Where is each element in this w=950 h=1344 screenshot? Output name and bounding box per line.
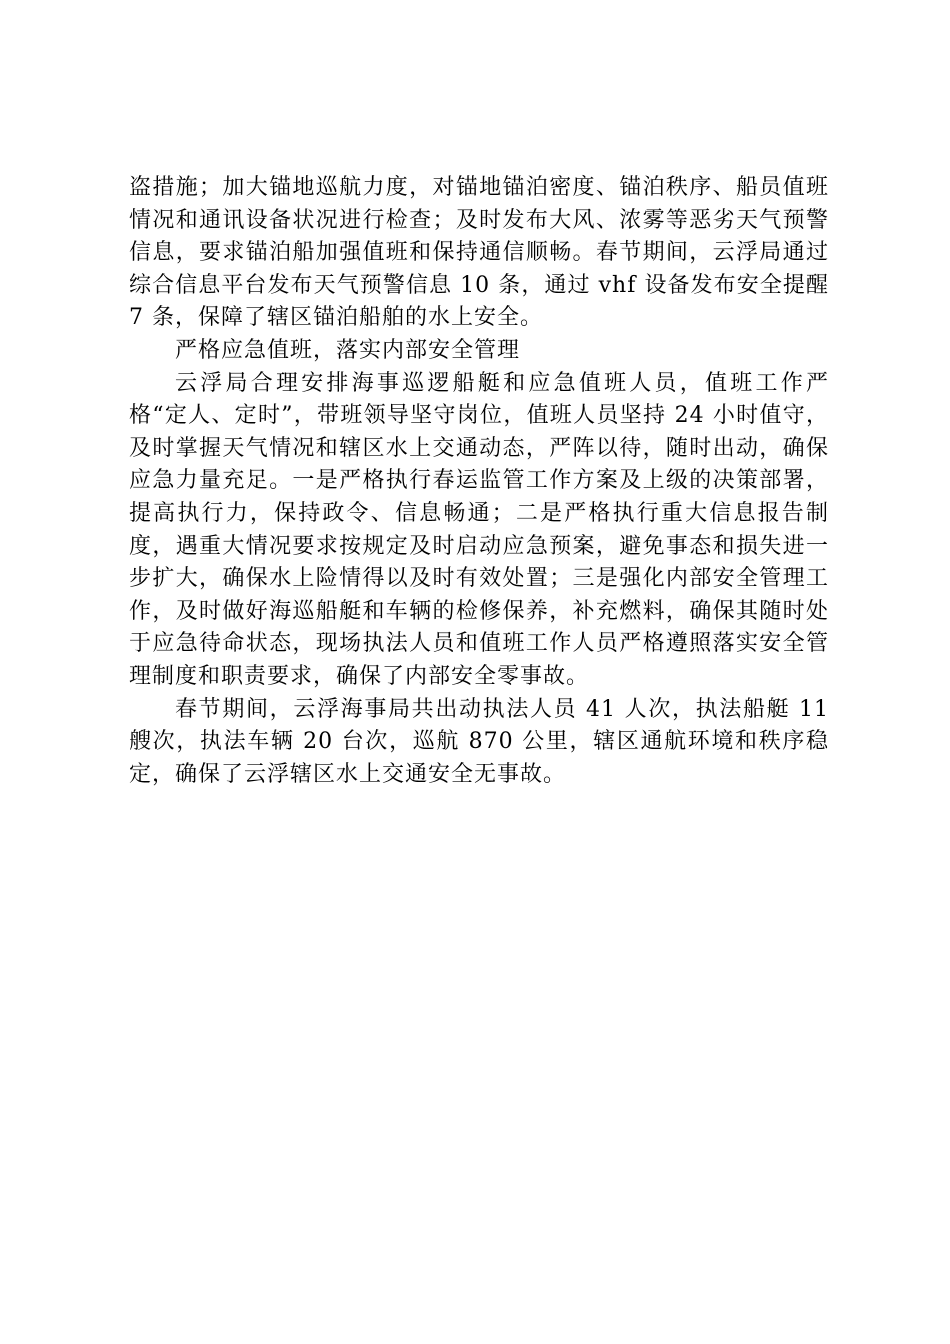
paragraph-anchorage-measures: 盗措施；加大锚地巡航力度，对锚地锚泊密度、锚泊秩序、船员值班情况和通讯设备状况进行检查；及时发布大风、浓雾等恶劣天气预警信息，要求锚泊船加强值班和保持通信顺畅。春节期间，云浮局通过综合信息平台发布天气预警信息 10 条，通过 vhf 设备发布安全提醒 7 条，保障了辖区锚泊船舶的水上安全。 [129,175,829,331]
paragraph-summary: 春节期间，云浮海事局共出动执法人员 41 人次，执法船艇 11 艘次，执法车辆 20 台次，巡航 870 公里，辖区通航环境和秩序稳定，确保了云浮辖区水上交通安全无事故。 [129,696,829,787]
document-body [129,172,829,791]
paragraph-emergency-duty: 云浮局合理安排海事巡逻船艇和应急值班人员，值班工作严格“定人、定时”，带班领导坚守岗位，值班人员坚持 24 小时值守，及时掌握天气情况和辖区水上交通动态，严阵以待，随时出动，确保应急力量充足。一是严格执行春运监管工作方案及上级的决策部署，提高执行力，保持政令、信息畅通；二是严格执行重大信息报告制度，遇重大情况要求按规定及时启动应急预案，避免事态和损失进一步扩大，确保水上险情得以及时有效处置；三是强化内部安全管理工作，及时做好海巡船艇和车辆的检修保养，补充燃料，确保其随时处于应急待命状态，现场执法人员和值班工作人员严格遵照落实安全管理制度和职责要求，确保了内部安全零事故。 [129,370,829,689]
section-heading-emergency-duty: 严格应急值班，落实内部安全管理 [175,337,521,363]
